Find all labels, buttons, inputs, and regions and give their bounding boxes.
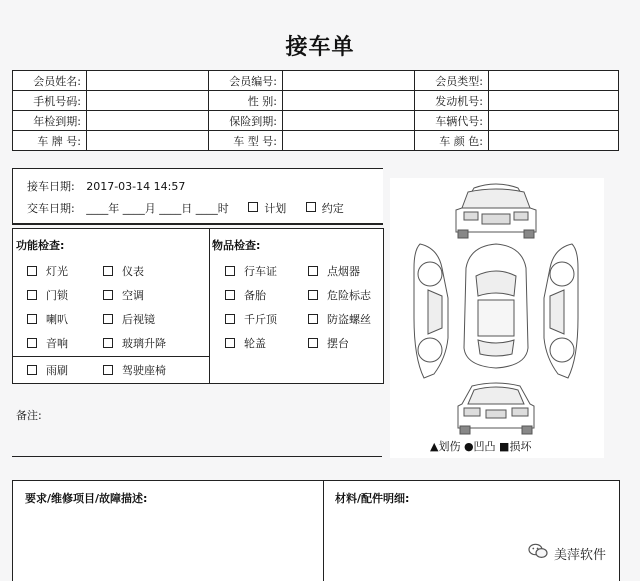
agreed-checkbox[interactable] xyxy=(306,202,316,212)
check-item-label: 驾驶座椅 xyxy=(122,364,166,377)
info-row xyxy=(13,91,619,111)
checkbox[interactable] xyxy=(308,338,318,348)
check-item-label: 玻璃升降 xyxy=(122,337,166,350)
watermark xyxy=(528,543,606,563)
info-value-field[interactable] xyxy=(489,131,619,151)
info-row xyxy=(13,71,619,91)
checkbox[interactable] xyxy=(308,314,318,324)
check-item-label: 门锁 xyxy=(46,289,68,302)
info-value-field[interactable] xyxy=(87,71,209,91)
checkbox[interactable] xyxy=(225,290,235,300)
checkbox[interactable] xyxy=(308,290,318,300)
goods-check-item[interactable] xyxy=(225,263,277,279)
pickup-date-row xyxy=(27,178,185,194)
car-rear-view xyxy=(458,383,534,434)
check-item-label: 千斤顶 xyxy=(244,313,277,326)
info-value-field[interactable] xyxy=(87,91,209,111)
remark-label: 备注: xyxy=(16,409,42,422)
function-check-item[interactable] xyxy=(103,362,166,378)
function-check-item[interactable] xyxy=(27,362,68,378)
goods-check-item[interactable] xyxy=(308,287,371,303)
info-label: 年检到期: xyxy=(13,111,87,131)
checkbox[interactable] xyxy=(27,266,37,276)
check-item-label: 摆台 xyxy=(327,337,349,350)
checkbox[interactable] xyxy=(103,290,113,300)
column-divider xyxy=(323,481,324,581)
info-value-field[interactable] xyxy=(283,91,415,111)
checkbox[interactable] xyxy=(27,365,37,375)
delivery-date-blanks[interactable]: ____年 ____月 ____日 ____时 xyxy=(86,202,229,215)
info-value-field[interactable] xyxy=(489,71,619,91)
check-item-label: 音响 xyxy=(46,337,68,350)
goods-check-item[interactable] xyxy=(308,335,349,351)
goods-check-item[interactable] xyxy=(308,263,360,279)
checkbox[interactable] xyxy=(308,266,318,276)
form-title: 接车单 xyxy=(285,34,355,60)
delivery-date-label: 交车日期: xyxy=(27,202,75,215)
checkbox[interactable] xyxy=(27,338,37,348)
function-check-item[interactable] xyxy=(27,311,68,327)
column-divider xyxy=(209,229,210,383)
info-value-field[interactable] xyxy=(283,71,415,91)
info-row xyxy=(13,111,619,131)
check-item-label: 轮盖 xyxy=(244,337,266,350)
delivery-date-row xyxy=(27,200,344,216)
check-item-label: 后视镜 xyxy=(122,313,155,326)
goods-check-item[interactable] xyxy=(225,311,277,327)
goods-check-title: 物品检查: xyxy=(212,239,261,252)
info-value-field[interactable] xyxy=(283,131,415,151)
info-label: 车辆代号: xyxy=(415,111,489,131)
info-value-field[interactable] xyxy=(283,111,415,131)
info-value-field[interactable] xyxy=(489,91,619,111)
check-item-label: 点烟器 xyxy=(327,265,360,278)
damage-legend: ▲划伤 ●凹凸 ■损坏 xyxy=(430,440,532,453)
check-item-label: 灯光 xyxy=(46,265,68,278)
function-check-item[interactable] xyxy=(103,263,144,279)
info-label: 车 型 号: xyxy=(209,131,283,151)
car-left-side-view xyxy=(414,244,448,378)
check-item-label: 备胎 xyxy=(244,289,266,302)
plan-checkbox[interactable] xyxy=(248,202,258,212)
check-item-label: 行车证 xyxy=(244,265,277,278)
info-label: 发动机号: xyxy=(415,91,489,111)
info-value-field[interactable] xyxy=(489,111,619,131)
checkbox[interactable] xyxy=(225,314,235,324)
checkbox[interactable] xyxy=(103,365,113,375)
goods-check-item[interactable] xyxy=(225,287,266,303)
function-check-item[interactable] xyxy=(27,335,68,351)
car-right-side-view xyxy=(544,244,578,378)
check-item-label: 危险标志 xyxy=(327,289,371,302)
info-label: 会员姓名: xyxy=(13,71,87,91)
check-item-label: 仪表 xyxy=(122,265,144,278)
goods-check-item[interactable] xyxy=(225,335,266,351)
function-check-item[interactable] xyxy=(103,311,155,327)
info-label: 性 别: xyxy=(209,91,283,111)
checkbox[interactable] xyxy=(103,314,113,324)
car-front-view xyxy=(456,184,536,238)
row-divider xyxy=(13,356,209,357)
function-check-item[interactable] xyxy=(103,335,166,351)
checkbox[interactable] xyxy=(27,314,37,324)
info-value-field[interactable] xyxy=(87,111,209,131)
info-row xyxy=(13,131,619,151)
goods-check-item[interactable] xyxy=(308,311,371,327)
checkbox[interactable] xyxy=(103,338,113,348)
pickup-date-value[interactable]: 2017-03-14 14:57 xyxy=(86,180,186,193)
agreed-label: 约定 xyxy=(321,202,344,215)
checkbox[interactable] xyxy=(27,290,37,300)
car-top-view xyxy=(464,244,528,368)
function-check-item[interactable] xyxy=(103,287,144,303)
member-info-table xyxy=(12,70,619,151)
watermark-text: 美萍软件 xyxy=(554,547,607,563)
requirements-label: 要求/维修项目/故障描述: xyxy=(25,492,148,505)
inspection-section xyxy=(12,228,384,384)
checkbox[interactable] xyxy=(225,266,235,276)
repair-details-section xyxy=(12,480,620,581)
checkbox[interactable] xyxy=(225,338,235,348)
car-damage-diagram[interactable] xyxy=(390,178,604,458)
info-label: 车 牌 号: xyxy=(13,131,87,151)
date-section xyxy=(12,168,383,225)
materials-label: 材料/配件明细: xyxy=(335,492,410,505)
info-label: 会员类型: xyxy=(415,71,489,91)
function-check-item[interactable] xyxy=(27,263,68,279)
info-value-field[interactable] xyxy=(87,131,209,151)
pickup-date-label: 接车日期: xyxy=(27,180,75,193)
car-outline-drawing xyxy=(390,178,604,458)
check-item-label: 空调 xyxy=(122,289,144,302)
wechat-icon xyxy=(528,543,548,563)
check-item-label: 防盗螺丝 xyxy=(327,313,371,326)
info-label: 保险到期: xyxy=(209,111,283,131)
checkbox[interactable] xyxy=(103,266,113,276)
info-label: 车 颜 色: xyxy=(415,131,489,151)
info-label: 会员编号: xyxy=(209,71,283,91)
check-item-label: 喇叭 xyxy=(46,313,68,326)
plan-label: 计划 xyxy=(264,202,287,215)
function-check-title: 功能检查: xyxy=(16,239,65,252)
function-check-item[interactable] xyxy=(27,287,68,303)
info-label: 手机号码: xyxy=(13,91,87,111)
check-item-label: 雨刷 xyxy=(46,364,68,377)
remark-underline xyxy=(12,456,382,457)
